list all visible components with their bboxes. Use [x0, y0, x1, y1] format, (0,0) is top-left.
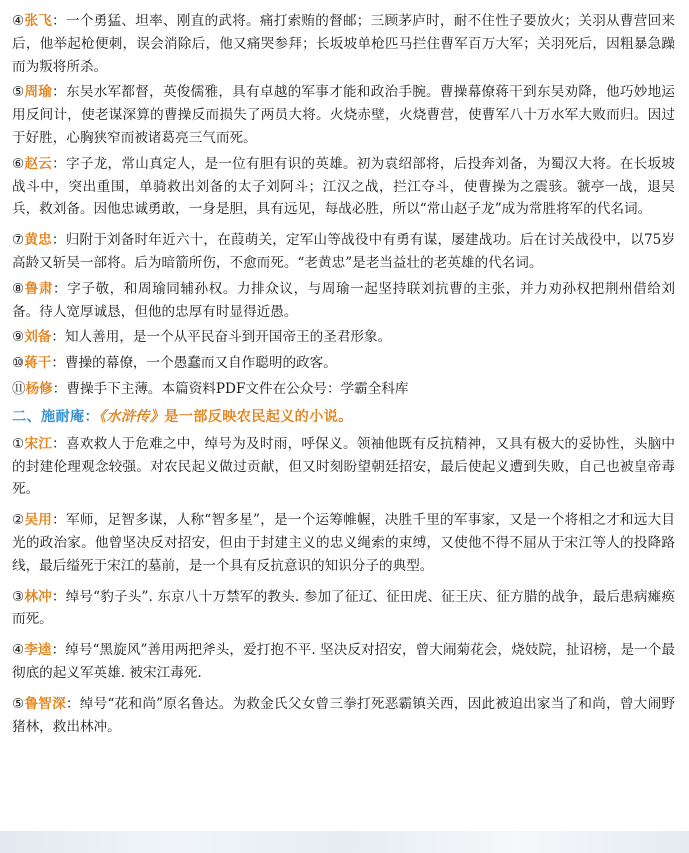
section-heading-shi-naian: [12, 405, 675, 429]
entry-text: 绰号“豹子头”. 东京八十万禁军的教头. 参加了征辽、征田虎、征王庆、征方腊的战争，最后患病瘫痪而死。: [12, 588, 676, 628]
character-name: 张飞: [24, 13, 53, 29]
entry-number: ④: [12, 642, 25, 659]
entry-song-jiang: ①宋江：喜欢救人于危难之中，绰号为及时雨，呼保义。领袖他既有反抗精神，又具有极大的妥协性，头脑中的封建伦理观念较强。对农民起义做过贡献，但又时刻盼望朝廷招安，最后使起义遭到失败，自己也被皇帝毒死。: [12, 435, 676, 498]
entry-number: ⑤: [12, 695, 25, 712]
entry-liu-bei: ⑨刘备：知人善用，是一个从平民奋斗到开国帝王的圣君形象。: [12, 329, 392, 346]
entry-text: 东吴水军都督，英俊儒雅，具有卓越的军事才能和政治手腕。曹操幕僚蒋干到东吴劝降，他巧妙地运用反间计，使老谋深算的曹操反而损失了两员大将。火烧赤壁，火烧曹营，使曹军八十万水军大败而归。因过于好胜，心胸狭窄而被诸葛亮三气而死。: [12, 84, 676, 146]
section-description: 是一部反映农民起义的小说。: [164, 408, 353, 425]
entry-text: 绰号“花和尚”原名鲁达。为救金氏父女曾三拳打死恶霸镇关西，因此被迫出家当了和尚，曾大闹野猪林，救出林冲。: [12, 695, 676, 735]
entry-text: 一个勇猛、坦率、刚直的武将。痛打索贿的督邮；三顾茅庐时，耐不住性子要放火；关羽从曹营回来后，他举起枪便刺，误会消除后，他又痛哭参拜；长坂坡单枪匹马拦住曹军百万大军；关羽死后，因粗暴急躁而为叛将所杀。: [12, 13, 676, 75]
section-work-title: 《水浒传》: [98, 408, 165, 425]
character-name: 鲁智深: [24, 695, 66, 712]
entry-number: ⑧: [12, 280, 25, 297]
character-name: 黄忠: [24, 232, 52, 249]
entry-li-kui: ④李逵：绰号“黑旋风”善用两把斧头，爱打抱不平. 坚决反对招安，曾大闹菊花会，烧妓院，扯诏榜，是一个最彻底的起义军英雄. 被宋江毒死.: [12, 642, 675, 681]
bottom-blur-bar: [0, 831, 689, 853]
entry-number: ⑩: [12, 355, 25, 372]
character-name: 宋江: [24, 435, 53, 452]
entry-lu-su: ⑧鲁肃：字子敬，和周瑜同辅孙权。力排众议，与周瑜一起坚持联刘抗曹的主张，并力劝孙权把荆州借给刘备。待人宽厚诚恳，但他的忠厚有时显得近愚。: [12, 280, 676, 320]
entry-lin-chong: ③林冲：绰号“豹子头”. 东京八十万禁军的教头. 参加了征辽、征田虎、征王庆、征方腊的战争，最后患病瘫痪而死。: [12, 588, 676, 628]
entry-number: ⑨: [12, 329, 25, 346]
character-name: 杨修: [25, 380, 53, 397]
section-author: 二、施耐庵：: [12, 408, 99, 425]
entry-text: 喜欢救人于危难之中，绰号为及时雨，呼保义。领袖他既有反抗精神，又具有极大的妥协性，头脑中的封建伦理观念较强。对农民起义做过贡献，但又时刻盼望朝廷招安，最后使起义遭到失败，自己也被皇帝毒死。: [12, 435, 676, 498]
entry-zhang-fei: ④张飞：一个勇猛、坦率、刚直的武将。痛打索贿的督邮；三顾茅庐时，耐不住性子要放火；关羽从曹营回来后，他举起枪便刺，误会消除后，他又痛哭参拜；长坂坡单枪匹马拦住曹军百万大军；关羽死后，因粗暴急躁而为叛将所杀。: [12, 13, 676, 75]
entry-zhao-yun: ⑥赵云：字子龙，常山真定人，是一位有胆有识的英雄。初为袁绍部将，后投奔刘备，为蜀汉大将。在长坂坡战斗中，突出重围，单骑救出刘备的太子刘阿斗；江汉之战，拦江夺斗，使曹操为之震骇。虢亭一战，退吴兵，救刘备。因他忠诚勇敢，一身是胆，具有远见，每战必胜，所以“常山赵子龙”成为常胜将军的代名词。: [12, 155, 676, 218]
entry-number: ⑪: [12, 380, 26, 397]
entry-text: 知人善用，是一个从平民奋斗到开国帝王的圣君形象。: [64, 329, 392, 346]
character-name: 林冲: [24, 588, 52, 605]
character-name: 吴用: [24, 512, 53, 529]
entry-number: ⑤: [12, 84, 25, 101]
character-name: 蒋干: [24, 355, 52, 372]
entry-text: 归附于刘备时年近六十，在葭萌关，定军山等战役中有勇有谋，屡建战功。后在讨关战役中，以75岁高龄又斩吴一部将。后为暗箭所伤，不愈而死。“老黄忠”是老当益壮的老英雄的代名词。: [12, 232, 676, 271]
character-name: 鲁肃: [24, 280, 54, 297]
entry-wu-yong: ②吴用：军师，足智多谋，人称“智多星”，是一个运筹帷幄，决胜千里的军事家，又是一个将相之才和远大目光的政治家。他曾坚决反对招安，但由于封建主义的忠义绳索的束缚，又使他不得不屈从于宋江等人的投降路线，最后缢死于宋江的墓前，是一个具有反抗意识的知识分子的典型。: [12, 512, 676, 574]
entry-text: 绰号“黑旋风”善用两把斧头，爱打抱不平. 坚决反对招安，曾大闹菊花会，烧妓院，扯诏榜，是一个最彻底的起义军英雄. 被宋江毒死.: [12, 642, 675, 681]
entry-text: 字子龙，常山真定人，是一位有胆有识的英雄。初为袁绍部将，后投奔刘备，为蜀汉大将。在长坂坡战斗中，突出重围，单骑救出刘备的太子刘阿斗；江汉之战，拦江夺斗，使曹操为之震骇。虢亭一战，退吴兵，救刘备。因他忠诚勇敢，一身是胆，具有远见，每战必胜，所以“常山赵子龙”成为常胜将军的代名词。: [12, 155, 676, 218]
entry-number: ④: [12, 13, 25, 29]
entry-number: ③: [12, 588, 25, 605]
entry-huang-zhong: ⑦黄忠：归附于刘备时年近六十，在葭萌关，定军山等战役中有勇有谋，屡建战功。后在讨关战役中，以75岁高龄又斩吴一部将。后为暗箭所伤，不愈而死。“老黄忠”是老当益壮的老英雄的代名词。: [12, 232, 676, 271]
entry-text: 曹操的幕僚，一个愚蠢而又自作聪明的政客。: [64, 355, 337, 372]
entry-lu-zhishen: ⑤鲁智深：绰号“花和尚”原名鲁达。为救金氏父女曾三拳打死恶霸镇关西，因此被迫出家当了和尚，曾大闹野猪林，救出林冲。: [12, 695, 676, 735]
entry-number: ②: [12, 512, 25, 529]
character-name: 李逵: [24, 642, 52, 659]
character-name: 赵云: [24, 155, 53, 172]
character-name: 周瑜: [24, 84, 53, 101]
entry-yang-xiu: ⑪杨修：曹操手下主薄。本篇资料PDF文件在公众号：学霸全科库: [12, 380, 409, 397]
entry-number: ①: [12, 435, 25, 452]
entry-text: 字子敬，和周瑜同辅孙权。力排众议，与周瑜一起坚持联刘抗曹的主张，并力劝孙权把荆州借给刘备。待人宽厚诚恳，但他的忠厚有时显得近愚。: [12, 280, 676, 320]
entry-text: 军师，足智多谋，人称“智多星”，是一个运筹帷幄，决胜千里的军事家，又是一个将相之才和远大目光的政治家。他曾坚决反对招安，但由于封建主义的忠义绳索的束缚，又使他不得不屈从于宋江等人的投降路线，最后缢死于宋江的墓前，是一个具有反抗意识的知识分子的典型。: [12, 512, 676, 574]
entry-zhou-yu: ⑤周瑜：东吴水军都督，英俊儒雅，具有卓越的军事才能和政治手腕。曹操幕僚蒋干到东吴劝降，他巧妙地运用反间计，使老谋深算的曹操反而损失了两员大将。火烧赤壁，火烧曹营，使曹军八十万水军大败而归。因过于好胜，心胸狭窄而被诸葛亮三气而死。: [12, 84, 676, 146]
entry-jiang-gan: ⑩蒋干：曹操的幕僚，一个愚蠢而又自作聪明的政客。: [12, 355, 337, 372]
entry-number: ⑦: [12, 232, 25, 249]
character-name: 刘备: [24, 329, 52, 346]
entry-text: 曹操手下主薄。本篇资料PDF文件在公众号：学霸全科库: [66, 380, 409, 397]
entry-number: ⑥: [12, 155, 25, 172]
